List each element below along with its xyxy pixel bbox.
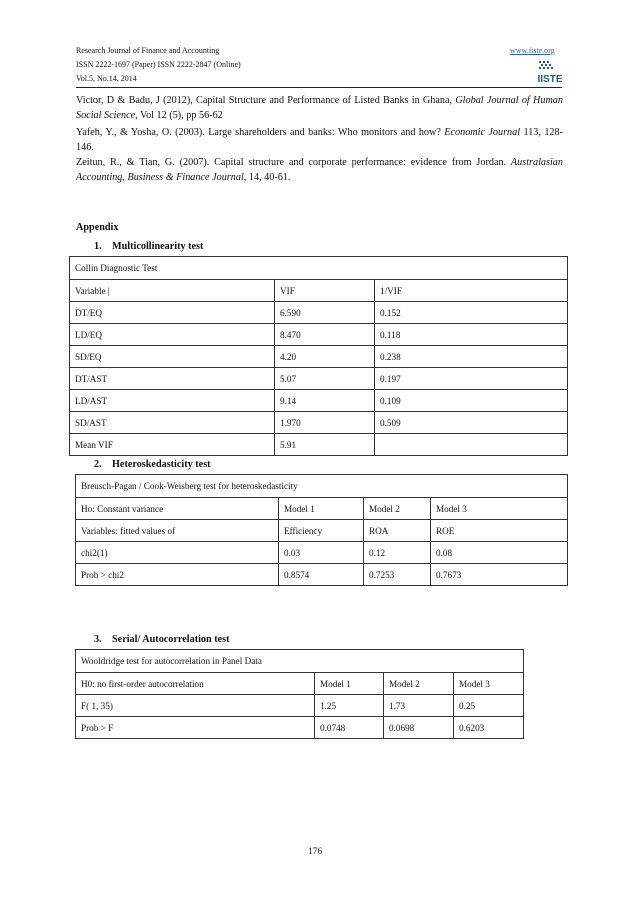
table-cell: Mean VIF <box>70 434 275 456</box>
reference-entry: Victor, D & Badu, J (2012), Capital Structure and Performance of Listed Banks in Ghana, Global Journal of Human Social Science, Vol 12 (5), pp 56-62 <box>76 95 563 121</box>
table-cell: 0.109 <box>375 390 568 412</box>
journal-name: Research Journal of Finance and Accounting <box>76 46 220 55</box>
table-cell: 0.0748 <box>315 717 384 739</box>
table-cell: 9.14 <box>275 390 375 412</box>
page-number: 176 <box>308 847 323 857</box>
table-cell: 1/VIF <box>375 280 568 302</box>
table-row <box>76 542 568 564</box>
table-row <box>76 695 524 717</box>
table-row <box>70 390 568 412</box>
table-cell: DT/EQ <box>70 302 275 324</box>
table-cell: Model 2 <box>384 673 454 695</box>
table-cell: ROE <box>431 520 568 542</box>
table-cell: Variables: fitted values of <box>76 520 279 542</box>
reference-entry: Yafeh, Y., & Yosha, O. (2003). Large shareholders and banks: Who monitors and how? Economic Journal 113, 128-146. <box>76 127 563 153</box>
table-cell: DT/AST <box>70 368 275 390</box>
table-row <box>70 412 568 434</box>
table-cell: 0.6203 <box>454 717 524 739</box>
table-cell: 4.20 <box>275 346 375 368</box>
autocorrelation-table <box>75 649 524 739</box>
table-cell: 0.7673 <box>431 564 568 586</box>
table-cell: SD/AST <box>70 412 275 434</box>
table-cell: Prob > F <box>76 717 315 739</box>
table-cell: 1.25 <box>315 695 384 717</box>
table-cell: 6.590 <box>275 302 375 324</box>
table-cell: H0: no first-order autocorrelation <box>76 673 315 695</box>
table-cell: SD/EQ <box>70 346 275 368</box>
table-cell: Model 2 <box>364 498 431 520</box>
table-cell: F( 1, 35) <box>76 695 315 717</box>
section-heading-multicollinearity: 1. Multicollinearity test <box>94 241 204 252</box>
table-caption: Breusch-Pagan / Cook-Weisberg test for heteroskedasticity <box>76 475 568 498</box>
table-cell: Model 3 <box>431 498 568 520</box>
table-cell: 0.509 <box>375 412 568 434</box>
table-cell: 0.8574 <box>279 564 364 586</box>
table-cell: Variable | <box>70 280 275 302</box>
table-row <box>70 346 568 368</box>
appendix-heading: Appendix <box>76 222 119 233</box>
volume-line: Vol.5, No.14, 2014 <box>76 74 137 83</box>
table-cell: 0.08 <box>431 542 568 564</box>
table-cell: 0.152 <box>375 302 568 324</box>
reference-entry: Zeitun, R., & Tian, G. (2007). Capital structure and corporate performance: evidence from Jordan. Australasian Accounting, Business & Finance Journal, 14, 40-61. <box>76 157 563 183</box>
table-cell: Model 1 <box>279 498 364 520</box>
svg-text:IISTE: IISTE <box>537 74 563 84</box>
table-row <box>76 520 568 542</box>
table-caption: Collin Diagnostic Test <box>70 257 568 280</box>
table-cell: Ho: Constant variance <box>76 498 279 520</box>
table-cell: 0.238 <box>375 346 568 368</box>
table-row <box>76 498 568 520</box>
issn-line: ISSN 2222-1697 (Paper) ISSN 2222-2847 (Online) <box>76 60 241 69</box>
table-row <box>76 564 568 586</box>
table-cell: 5.91 <box>275 434 375 456</box>
table-cell: LD/EQ <box>70 324 275 346</box>
heteroskedasticity-table <box>75 474 568 586</box>
table-cell: 0.0698 <box>384 717 454 739</box>
table-row <box>70 324 568 346</box>
table-cell: 5.07 <box>275 368 375 390</box>
table-cell: 0.197 <box>375 368 568 390</box>
table-cell: 8.470 <box>275 324 375 346</box>
section-heading-heteroskedasticity: 2. Heteroskedasticity test <box>94 459 211 470</box>
table-row <box>70 280 568 302</box>
table-cell: 1.73 <box>384 695 454 717</box>
table-row <box>70 302 568 324</box>
table-cell: Model 1 <box>315 673 384 695</box>
table-cell: ROA <box>364 520 431 542</box>
table-row <box>76 673 524 695</box>
table-cell: 0.25 <box>454 695 524 717</box>
table-row <box>70 434 568 456</box>
iiste-logo-icon <box>537 60 563 84</box>
table-row <box>76 717 524 739</box>
table-cell: chi2(1) <box>76 542 279 564</box>
table-cell <box>375 434 568 456</box>
table-cell: Model 3 <box>454 673 524 695</box>
table-cell: 0.118 <box>375 324 568 346</box>
table-cell: Prob > chi2 <box>76 564 279 586</box>
table-cell: 0.7253 <box>364 564 431 586</box>
table-cell: LD/AST <box>70 390 275 412</box>
table-cell: 0.03 <box>279 542 364 564</box>
journal-url-link[interactable]: www.iiste.org <box>510 46 555 55</box>
table-cell: 1.970 <box>275 412 375 434</box>
header-rule <box>76 87 562 88</box>
table-row <box>70 368 568 390</box>
table-cell: Efficiency <box>279 520 364 542</box>
table-cell: VIF <box>275 280 375 302</box>
table-caption: Wooldridge test for autocorrelation in Panel Data <box>76 650 524 673</box>
table-cell: 0.12 <box>364 542 431 564</box>
collin-diagnostic-table <box>69 256 568 456</box>
section-heading-autocorrelation: 3. Serial/ Autocorrelation test <box>94 634 230 645</box>
